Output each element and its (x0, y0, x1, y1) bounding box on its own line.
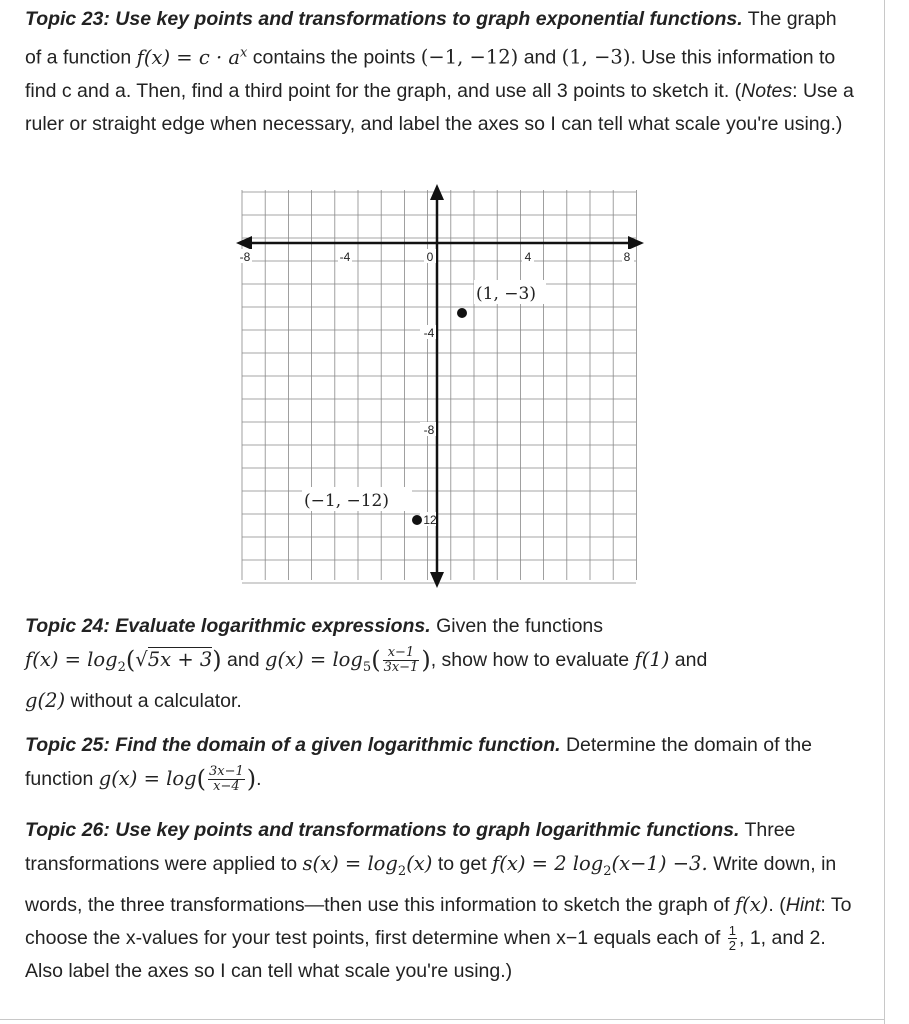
topic-23-text: and (518, 46, 562, 69)
page-right-border (884, 0, 885, 1024)
topic-24-g-definition: $g(x) = \log_5$( $\frac{x-1}{3x-1}$ ) (265, 645, 431, 675)
topic-26-fx: f(x) (734, 892, 769, 916)
topic-26-s-definition: $s(x) = \log_2(x)$ (302, 852, 433, 879)
topic-24-f1: f(1) (634, 648, 670, 671)
y-tick-label: -8 (423, 423, 435, 437)
topic-24-f-definition: $f(x) = \log_2(√5x + 3)$ (25, 646, 222, 675)
y-tick-label: -4 (423, 326, 435, 340)
x-tick-label: 8 (623, 250, 631, 264)
page-bottom-border (0, 1019, 884, 1020)
topic-24-text: and (669, 649, 708, 671)
topic-23-text: . Use this information to find c and a. Then, find a third point for the graph, and use all 3 points to sketch it. ( (25, 46, 836, 102)
topic-23-text: : Use a ruler or straight edge when necessary, and label the axes so I can tell what scale you're using.) (25, 79, 854, 135)
topic-23-point-1: (−1, −12) (420, 45, 519, 69)
topic-24-heading: Topic 24: Evaluate logarithmic expressions. (25, 615, 431, 637)
topic-24-text: and (221, 649, 266, 671)
topic-25-text: Determine the domain of the function (25, 734, 813, 790)
topic-25-paragraph (25, 729, 855, 796)
topic-25-text: . (256, 768, 262, 790)
topic-26-f-definition: f(x) = 2 $\log_2(x-1) -3$. (492, 852, 708, 879)
point-label-1-neg3: (1, −3) (476, 284, 536, 304)
topic-25-g-definition: g(x) = log( $\frac{3x-1}{x-4}$ ) (98, 764, 257, 794)
x-tick-label: 4 (524, 250, 532, 264)
topic-26-text: : To choose the x-values for your test points, first determine when x−1 equals each of (25, 893, 852, 949)
x-tick-label: -8 (239, 250, 251, 264)
topic-26-text: Write down, in words, the three transformations—then use this information to sketch the graph of (25, 853, 837, 916)
point-label-neg1-neg12: (−1, −12) (304, 491, 390, 511)
x-tick-label: 0 (426, 250, 434, 264)
topic-23-text: contains the points (247, 46, 421, 69)
point-neg1-neg12 (412, 515, 422, 525)
topic-23-paragraph (25, 3, 855, 141)
hint-label: Hint (785, 893, 821, 916)
grid-lines (239, 190, 636, 583)
topic-24-text: , show how to evaluate (430, 649, 635, 671)
x-tick-label: -4 (339, 250, 351, 264)
coordinate-grid-graph (234, 180, 646, 590)
one-half-fraction: $\frac{1}{2}$ (728, 923, 736, 954)
topic-24-paragraph (25, 610, 855, 718)
topic-26-text: , 1, and 2. Also label the axes so I can tell what scale you're using.) (25, 926, 826, 982)
topic-26-paragraph (25, 814, 855, 988)
topic-23-text: The graph of a function (25, 8, 837, 69)
topic-26-heading: Topic 26: Use key points and transformations to graph logarithmic functions. (25, 819, 740, 841)
topic-24-text: Given the functions (430, 615, 604, 637)
topic-24-text: without a calculator. (65, 689, 242, 712)
point-1-neg3 (457, 308, 467, 318)
topic-26-text: Three transformations were applied to (25, 819, 796, 875)
topic-24-g2: g(2) (25, 688, 66, 712)
topic-26-text: to get (432, 853, 493, 875)
topic-26-text: . ( (768, 893, 786, 916)
y-tick-label: 12 (423, 513, 437, 527)
topic-23-point-2: (1, −3) (561, 45, 631, 69)
notes-label: Notes (741, 79, 793, 102)
y-axis-bottom-arrow (430, 572, 444, 588)
topic-23-heading: Topic 23: Use key points and transformations to graph exponential functions. (25, 8, 743, 30)
topic-25-heading: Topic 25: Find the domain of a given logarithmic function. (25, 734, 561, 756)
topic-23-function: $f(x) = c \cdot a^x$ (136, 45, 248, 69)
